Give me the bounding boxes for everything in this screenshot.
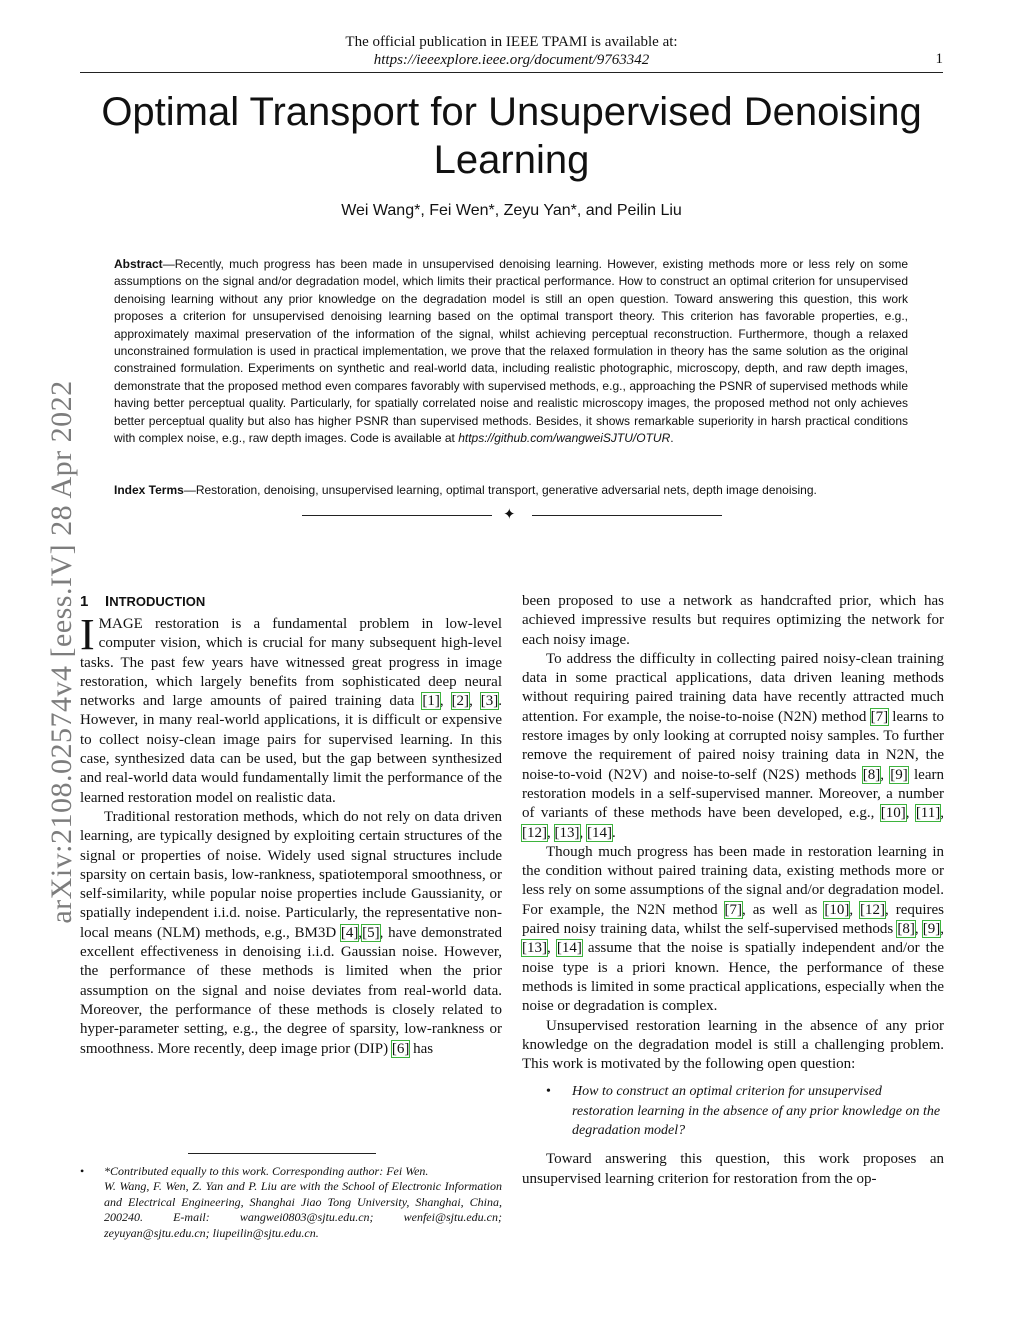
citation-link[interactable]: [12]	[860, 901, 886, 918]
footnotes	[80, 1164, 502, 1241]
text-run: To address the difficulty in collecting paired noisy-clean training data in some practical applications, data driven leaning methods without requiring paired training data have recently attracted much attention. For example, the noise-to-noise (N2N) method	[522, 650, 944, 725]
citation-link[interactable]: [13]	[522, 940, 547, 957]
section-title-initial: I	[105, 593, 110, 610]
citation-link[interactable]: [13]	[554, 824, 580, 841]
intro-paragraph-7: Toward answering this question, this work proposes an unsupervised learning criterion for restoration from the op-	[522, 1151, 944, 1187]
text-run: ,	[880, 766, 891, 783]
research-question-text: How to construct an optimal criterion for unsupervised restoration learning in the absence of any prior knowledge on the degradation model?	[572, 1084, 941, 1139]
separator-rule-left	[302, 515, 492, 516]
text-run: ,	[439, 693, 452, 710]
intro-paragraph-2	[80, 808, 502, 1059]
intro-paragraph-5	[522, 843, 944, 1017]
intro-paragraph-4	[522, 650, 944, 843]
separator-diamond-icon: ✦	[503, 507, 516, 523]
text-run: Though much progress has been made in restoration learning in the condition without paired training data, existing methods more or less rely on some assumptions of the signal and/or degradation model. For example, the N2N method	[522, 843, 944, 918]
text-run: , have demonstrated excellent effectiveness in denoising i.i.d. Gaussian noise. However, the performance of these methods is limited when the prior assumption on the signal and noise deviates from real-world data. Moreover, the performance of these methods is closely related to hyper-parameter setting, e.g., the degree of sparsity, low-rankness or smoothness. More recently, deep image prior (DIP)	[80, 924, 502, 1057]
citation-link[interactable]: [12]	[522, 824, 547, 841]
citation-link[interactable]: [6]	[391, 1040, 410, 1057]
citation-link[interactable]: [7]	[724, 901, 743, 918]
text-run: , as well as	[742, 901, 825, 918]
text-run: , requires paired noisy training data, whilst the self-supervised methods	[522, 901, 945, 938]
text-run: . However, in many real-world applications, it is difficult or expensive to collect noisy-clean image pairs for supervised learning. In this case, synthesized data can be used, but the gap between synthesized and real-world data would fundamentally limit the performance of the learned restoration model on realistic data.	[80, 693, 503, 806]
text-run: ,	[469, 693, 481, 710]
text-run: has	[409, 1040, 434, 1057]
page-number: 1	[935, 51, 943, 67]
citation-link[interactable]: [1]	[422, 693, 440, 710]
footnote-bullet: •	[80, 1164, 85, 1178]
citation-link[interactable]: [8]	[862, 766, 881, 783]
arxiv-stamp: arXiv:2108.02574v4 [eess.IV] 28 Apr 2022	[45, 380, 78, 924]
first-word: MAGE	[98, 616, 143, 632]
research-question	[522, 1082, 944, 1140]
publication-note	[80, 33, 943, 69]
text-run: Traditional restoration methods, which do not rely on data driven learning, are typically designed by exploiting certain structures of the signal or properties of noise. Widely used signal structures include sparsity on certain basis, low-rankness, spatiotemporal smoothness, or self-similarity, while popular noise properties include Gaussianity, or spatially independent i.i.d. noise. Particularly, the representative non-local means (NLM) methods, e.g., BM3D	[80, 808, 502, 941]
text-run: ,	[358, 924, 363, 941]
text-run: learn restoration models in a self-supervised manner. Moreover, a number of variants of these methods have been developed, e.g.,	[522, 766, 944, 822]
author-list: Wei Wang*, Fei Wen*, Zeyu Yan*, and Peilin Liu	[341, 202, 682, 219]
bullet-icon: •	[546, 1084, 551, 1100]
right-column	[522, 592, 944, 1189]
citation-link[interactable]: [2]	[451, 693, 470, 710]
citation-link[interactable]: [9]	[890, 766, 908, 783]
citation-link[interactable]: [9]	[922, 921, 941, 938]
section-title-rest: NTRODUCTION	[109, 594, 206, 609]
index-terms-text: —Restoration, denoising, unsupervised learning, optimal transport, generative adversarial nets, depth image denoising.	[183, 483, 817, 497]
paper-title: Optimal Transport for Unsupervised Denoising Learning	[101, 90, 922, 182]
citation-link[interactable]: [11]	[915, 805, 941, 822]
text-run: learns to restore images by only looking at corrupted noisy samples. To further remove the requirement of paired noisy training data in N2N, the noise-to-void (N2V) and noise-to-self (N2S) methods	[522, 708, 945, 783]
citation-link[interactable]: [14]	[556, 940, 582, 957]
text-run: ,	[547, 940, 557, 957]
footnote-contribution	[80, 1164, 502, 1179]
intro-paragraph-1	[80, 610, 503, 808]
code-link[interactable]: https://github.com/wangweiSJTU/OTUR	[458, 431, 671, 446]
citation-link[interactable]: [14]	[587, 824, 612, 841]
drop-cap: I	[80, 610, 95, 659]
index-terms	[114, 482, 908, 499]
abstract-text: —Recently, much progress has been made in unsupervised denoising learning. However, existing methods more or less rely on some assumptions on the signal and/or degradation model, which limits their practical performance. How to construct an optimal criterion for unsupervised denoising learning without any prior knowledge on the degradation model is still an open question. Toward answering this question, this work proposes a criterion for unsupervised denoising learning based on the optimal transport theory. This criterion has favorable properties, e.g., approximately maximal preservation of the information of the signal, whilst achieving perceptual reconstruction. Furthermore, though a relaxed unconstrained formulation is used in practical implementation, we prove that the relaxed formulation in theory has the same solution as the original constrained formulation. Experiments on synthetic and real-world data, including realistic photographic, microscopy, depth, and raw depth images, demonstrate that the proposed method even compares favorably with supervised methods, e.g., approaching the PSNR of supervised methods while having better perceptual quality. Particularly, for spatially correlated noise and realistic microscopy images, the proposed method not only achieves better perceptual quality but also has higher PSNR than supervised methods. Besides, it shows remarkable superiority in harsh practical conditions with complex noise, e.g., raw depth images. Code is available at	[114, 257, 908, 446]
citation-link[interactable]: [10]	[880, 805, 906, 822]
text-run: assume that the noise is spatially independent and/or the noise type is a priori known. Hence, the performance of these methods is limited in some practical applications, especially when the noise or degradation is complex.	[522, 940, 945, 1015]
publication-url[interactable]: https://ieeexplore.ieee.org/document/9763342	[373, 52, 650, 68]
publication-note-text: The official publication in IEEE TPAMI is available at:	[345, 34, 678, 50]
section-number: 1	[80, 593, 89, 610]
citation-link[interactable]: [4]	[340, 924, 359, 941]
header-rule	[80, 72, 943, 73]
text-run: ,	[940, 805, 944, 822]
intro-paragraph-6: Unsupervised restoration learning in the absence of any prior knowledge on the degradation model is still a challenging problem. This work is motivated by the following open question:	[522, 1017, 944, 1073]
separator-rule-right	[532, 515, 722, 516]
citation-link[interactable]: [10]	[824, 901, 850, 918]
text-run: ,	[849, 901, 861, 918]
text-run: ,	[914, 921, 923, 938]
footnote-rule	[188, 1153, 376, 1154]
citation-link[interactable]: [5]	[362, 924, 380, 941]
left-column	[80, 592, 502, 1059]
text-run: ,	[547, 824, 555, 841]
abstract	[114, 256, 908, 447]
index-terms-label: Index Terms	[114, 483, 184, 497]
section-heading-introduction	[80, 592, 502, 611]
abstract-label: Abstract	[114, 257, 163, 271]
footnote-affiliation: W. Wang, F. Wen, Z. Yan and P. Liu are with the School of Electronic Information and Electrical Engineering, Shanghai Jiao Tong University, Shanghai, China, 200240. E-mail: wangwei0803@sjtu.edu.cn; wenfei@sjtu.edu.cn; zeyuyan@sjtu.edu.cn; liupeilin@sjtu.edu.cn.	[104, 1179, 502, 1240]
text-run: ,	[579, 824, 587, 841]
text-run: restoration is a fundamental problem in low-level computer vision, which is crucial for many subsequent high-level tasks. The past few years have witnessed great progress in image restoration, which largely benefits from sophisticated deep neural networks and large amounts of paired training data	[80, 616, 502, 710]
citation-link[interactable]: [7]	[870, 708, 889, 725]
citation-link[interactable]: [3]	[480, 693, 499, 710]
citation-link[interactable]: [8]	[897, 921, 915, 938]
text-run: .	[612, 824, 616, 841]
abstract-end: .	[670, 431, 674, 446]
text-run: ,	[905, 805, 916, 822]
intro-paragraph-3: been proposed to use a network as handcrafted prior, which has achieved impressive results but requires optimizing the network for each noisy image.	[522, 593, 944, 648]
footnote-text: *Contributed equally to this work. Corresponding author: Fei Wen.	[104, 1164, 429, 1178]
text-run: ,	[940, 921, 944, 938]
